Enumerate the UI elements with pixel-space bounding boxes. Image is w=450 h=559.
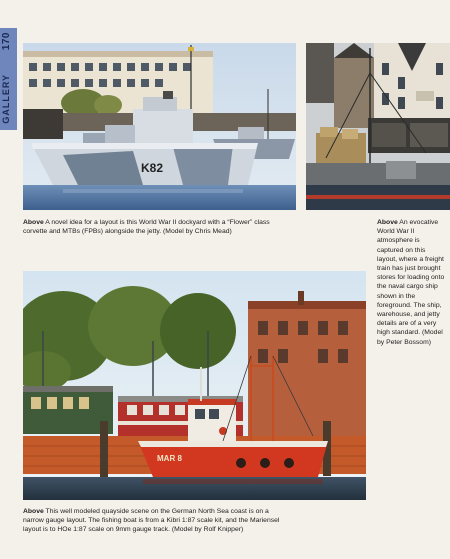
caption-text: An evocative World War II atmosphere is captured on this layout, where a freight train has just brought stores for loading onto the naval cargo ship shown in the foreground. The ship, warehouse, and jetty details are of a very high standard. (Model by Peter Bossom) (377, 219, 445, 346)
page-number: 170 (1, 32, 12, 51)
section-label: GALLERY (1, 74, 11, 124)
caption-quay (23, 507, 283, 535)
caption-lead: Above (23, 219, 44, 226)
caption-dockyard (23, 218, 283, 236)
photo-quayside-fishing-boat (23, 271, 366, 500)
photo-dockyard-corvette (23, 43, 296, 210)
caption-text: A novel idea for a layout is this World War II dockyard with a “Flower” class corvette and MTBs (FPBs) alongside the jetty. (Model by Chris Mead) (23, 219, 270, 236)
caption-text: This well modeled quayside scene on the German North Sea coast is on a narrow gauge layout. The fishing boat is from a Kibri 1:87 scale kit, and the Mariensel layout is to HOe 1:87 scale on 9mm gauge track. (Model by Rolf Knipper) (23, 508, 280, 534)
caption-lead: Above (23, 508, 44, 515)
boat-marking: MAR 8 (157, 454, 182, 463)
caption-cargo (377, 218, 447, 347)
photo-cargo-ship-loading (306, 43, 450, 210)
hull-marking: K82 (141, 161, 164, 175)
caption-lead: Above (377, 219, 398, 226)
